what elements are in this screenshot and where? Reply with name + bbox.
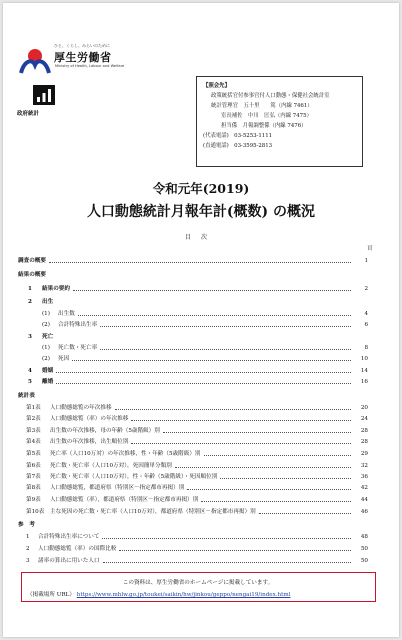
toc-entry-page: 28 [360, 428, 368, 434]
web-notice-text: この資料は、厚生労働省のホームページに掲載しています。 [122, 580, 274, 586]
toc-leader-dots [73, 287, 351, 291]
toc-leader-dots [175, 464, 351, 468]
report-year: 令和元年(2019) [152, 181, 250, 196]
toc-entry [18, 355, 368, 363]
logo-tagline: ひと、くらし、みらいのために [54, 43, 110, 48]
toc-leader-dots [131, 417, 351, 421]
contact-box [196, 76, 363, 167]
toc-entry-label: 死亡数・死亡率 [58, 345, 98, 351]
toc-entry-page: 6 [364, 322, 368, 328]
government-statistics-icon [33, 85, 55, 105]
toc-entry-number: 第5表 [26, 451, 41, 457]
toc-entry-label: 出生数 [58, 311, 75, 317]
toc-entry-label: 婚姻 [42, 368, 54, 374]
toc-entry-number: 第9表 [26, 497, 41, 503]
toc-entry-label: 死亡率（人口10万対）の年次推移，性・年齢（5歳階級）別 [50, 451, 201, 457]
toc-entry [18, 310, 368, 318]
web-notice-label: （掲載場所 URL） [27, 592, 75, 598]
toc-entry-number: 第7表 [26, 474, 41, 480]
toc-entry-label: 調査の概要 [18, 258, 46, 264]
toc-entry-label: 参 考 [18, 522, 35, 528]
toc-entry-label: 離婚 [42, 379, 54, 385]
toc-entry-page: 50 [360, 558, 368, 564]
toc-entry-number: 1 [26, 534, 30, 540]
toc-entry-number: 第4表 [26, 439, 41, 445]
toc-entry [18, 392, 368, 400]
toc-leader-dots [102, 535, 351, 539]
toc-leader-dots [131, 440, 351, 444]
toc-leader-dots [78, 312, 351, 316]
toc-entry-page: 28 [360, 439, 368, 445]
toc-entry-number: 第2表 [26, 416, 41, 422]
toc-entry-number: (1) [42, 345, 50, 351]
toc-entry [18, 473, 368, 481]
toc-entry-label: 死亡数・死亡率（人口10万対），死因簡単分類別 [50, 463, 172, 469]
toc-entry-label: 人口動態総覧（率）の国際比較 [38, 546, 117, 552]
toc-entry-page: 14 [360, 368, 368, 374]
toc-entry-label: 出生数の年次推移，出生順位別 [50, 439, 129, 445]
toc-leader-dots [204, 452, 351, 456]
toc-leader-dots [187, 486, 351, 490]
toc-entry-label: 人口動態総覧（率）の年次推移 [50, 416, 129, 422]
toc-entry [18, 333, 368, 341]
toc-entry-number: 第8表 [26, 485, 41, 491]
toc-leader-dots [49, 259, 351, 263]
report-title: 人口動態統計月報年計(概数) の概況 [86, 204, 316, 220]
toc-entry-label: 人口動態総覧（率），都道府県（特別区－指定都市再掲）別 [50, 497, 199, 503]
toc-entry-number: (1) [42, 311, 50, 317]
toc-entry [18, 285, 368, 293]
toc-entry [18, 344, 368, 352]
mhlw-logo-icon [18, 43, 52, 77]
toc-entry-number: 第3表 [26, 428, 41, 434]
toc-entry [18, 533, 368, 541]
toc-entry-page: 20 [360, 405, 368, 411]
toc-leader-dots [220, 475, 351, 479]
toc-entry-number: 4 [28, 368, 32, 374]
toc-entry-label: 死因 [58, 356, 70, 362]
toc-entry-label: 合計特殊出生率について [38, 534, 100, 540]
contact-line: 政策統括官付参事官付人口動態・保健社会統計室 [211, 93, 330, 99]
toc-entry-label: 諸率の算出に用いた人口 [38, 558, 100, 564]
toc-entry-label: 人口動態総覧，都道府県（特別区－指定都市再掲）別 [50, 485, 185, 491]
toc-entry [18, 321, 368, 329]
toc-entry-page: 50 [360, 546, 368, 552]
toc-entry-number: 3 [26, 558, 30, 564]
toc-entry [18, 557, 368, 565]
toc-leader-dots [72, 357, 351, 361]
web-notice-box [21, 572, 376, 602]
toc-entry-page: 29 [360, 451, 368, 457]
toc-entry-label: 統計表 [18, 393, 35, 399]
toc-entry [18, 521, 368, 529]
toc-entry [18, 545, 368, 553]
document-page [3, 3, 399, 637]
toc-leader-dots [163, 429, 351, 433]
toc-entry-label: 出生 [42, 299, 54, 305]
toc-entry [18, 496, 368, 504]
toc-leader-dots [56, 369, 351, 373]
toc-entry-page: 10 [360, 356, 368, 362]
contact-line: (代表電話) 03-5253-1111 [203, 133, 273, 139]
toc-entry-number: 2 [28, 299, 32, 305]
toc-leader-dots [119, 547, 351, 551]
toc-entry-label: 死亡 [42, 334, 54, 340]
toc-leader-dots [201, 498, 351, 502]
contact-title: 【照会先】 [203, 83, 230, 89]
toc-entry [18, 378, 368, 386]
toc-entry-number: 2 [26, 546, 30, 552]
toc-entry-label: 結果の概要 [18, 272, 46, 278]
contact-line: 統計管理官 五十里 篤（内線 7461） [211, 103, 313, 109]
toc-entry-page: 4 [364, 311, 368, 317]
logo-name: 厚生労働省 [54, 51, 112, 64]
web-notice-url-link[interactable]: https://www.mhlw.go.jp/toukei/saikin/hw/jinkou/geppo/nengai19/index.html [76, 592, 291, 598]
toc-entry-label: 主な死因の死亡数・死亡率（人口10万対），都道府県（特別区－指定都市再掲）別 [50, 509, 256, 515]
toc-entry-page: 42 [360, 485, 368, 491]
toc-leader-dots [100, 346, 351, 350]
web-notice-location [27, 590, 290, 598]
toc-entry [18, 367, 368, 375]
toc-entry-page: 16 [360, 379, 368, 385]
toc-entry-label: 結果の要約 [42, 286, 70, 292]
toc-leader-dots [56, 380, 351, 384]
logo-english-name: Ministry of Health, Labour and Welfare [55, 64, 125, 68]
toc-entry-page: 1 [364, 258, 368, 264]
toc-entry [18, 438, 368, 446]
toc-entry-page: 8 [364, 345, 368, 351]
toc-heading: 目次 [184, 234, 217, 241]
toc-entry-label: 合計特殊出生率 [58, 322, 98, 328]
toc-entry-label: 人口動態総覧の年次推移 [50, 405, 112, 411]
toc-entry [18, 257, 368, 265]
toc-entry-page: 44 [360, 497, 368, 503]
toc-entry [18, 298, 368, 306]
toc-entry [18, 271, 368, 279]
toc-entry-page: 36 [360, 474, 368, 480]
toc-entry-page: 48 [360, 534, 368, 540]
toc-entry [18, 427, 368, 435]
toc-entry [18, 508, 368, 516]
toc-page-header: 頁 [367, 246, 373, 252]
toc-entry [18, 404, 368, 412]
toc-entry-number: 5 [28, 379, 32, 385]
toc-leader-dots [100, 323, 351, 327]
toc-entry [18, 462, 368, 470]
toc-entry-page: 32 [360, 463, 368, 469]
toc-entry [18, 484, 368, 492]
toc-leader-dots [103, 559, 351, 563]
toc-entry-label: 死亡数・死亡率（人口10万対），性・年齢（5歳階級）・死因順位別 [50, 474, 218, 480]
toc-leader-dots [115, 406, 351, 410]
toc-entry-page: 2 [364, 286, 368, 292]
contact-line: 室長補佐 中川 匡弘（内線 7475） [221, 113, 312, 119]
toc-entry-label: 出生数の年次推移，母の年齢（5歳階級）別 [50, 428, 160, 434]
toc-entry-number: 第6表 [26, 463, 41, 469]
contact-line: 担当係 月報調整係（内線 7476） [221, 123, 307, 129]
toc-entry-number: 1 [28, 286, 32, 292]
toc-entry-page: 46 [360, 509, 368, 515]
contact-line: (直通電話) 03-3595-2813 [203, 143, 273, 149]
toc-entry-number: 第1表 [26, 405, 41, 411]
toc-entry-number: (2) [42, 322, 50, 328]
toc-entry [18, 450, 368, 458]
toc-entry [18, 415, 368, 423]
toc-entry-page: 24 [360, 416, 368, 422]
government-statistics-label: 政府統計 [17, 111, 40, 117]
toc-entry-number: 3 [28, 334, 32, 340]
toc-entry-number: 第10表 [26, 509, 45, 515]
toc-entry-number: (2) [42, 356, 50, 362]
toc-leader-dots [259, 510, 351, 514]
